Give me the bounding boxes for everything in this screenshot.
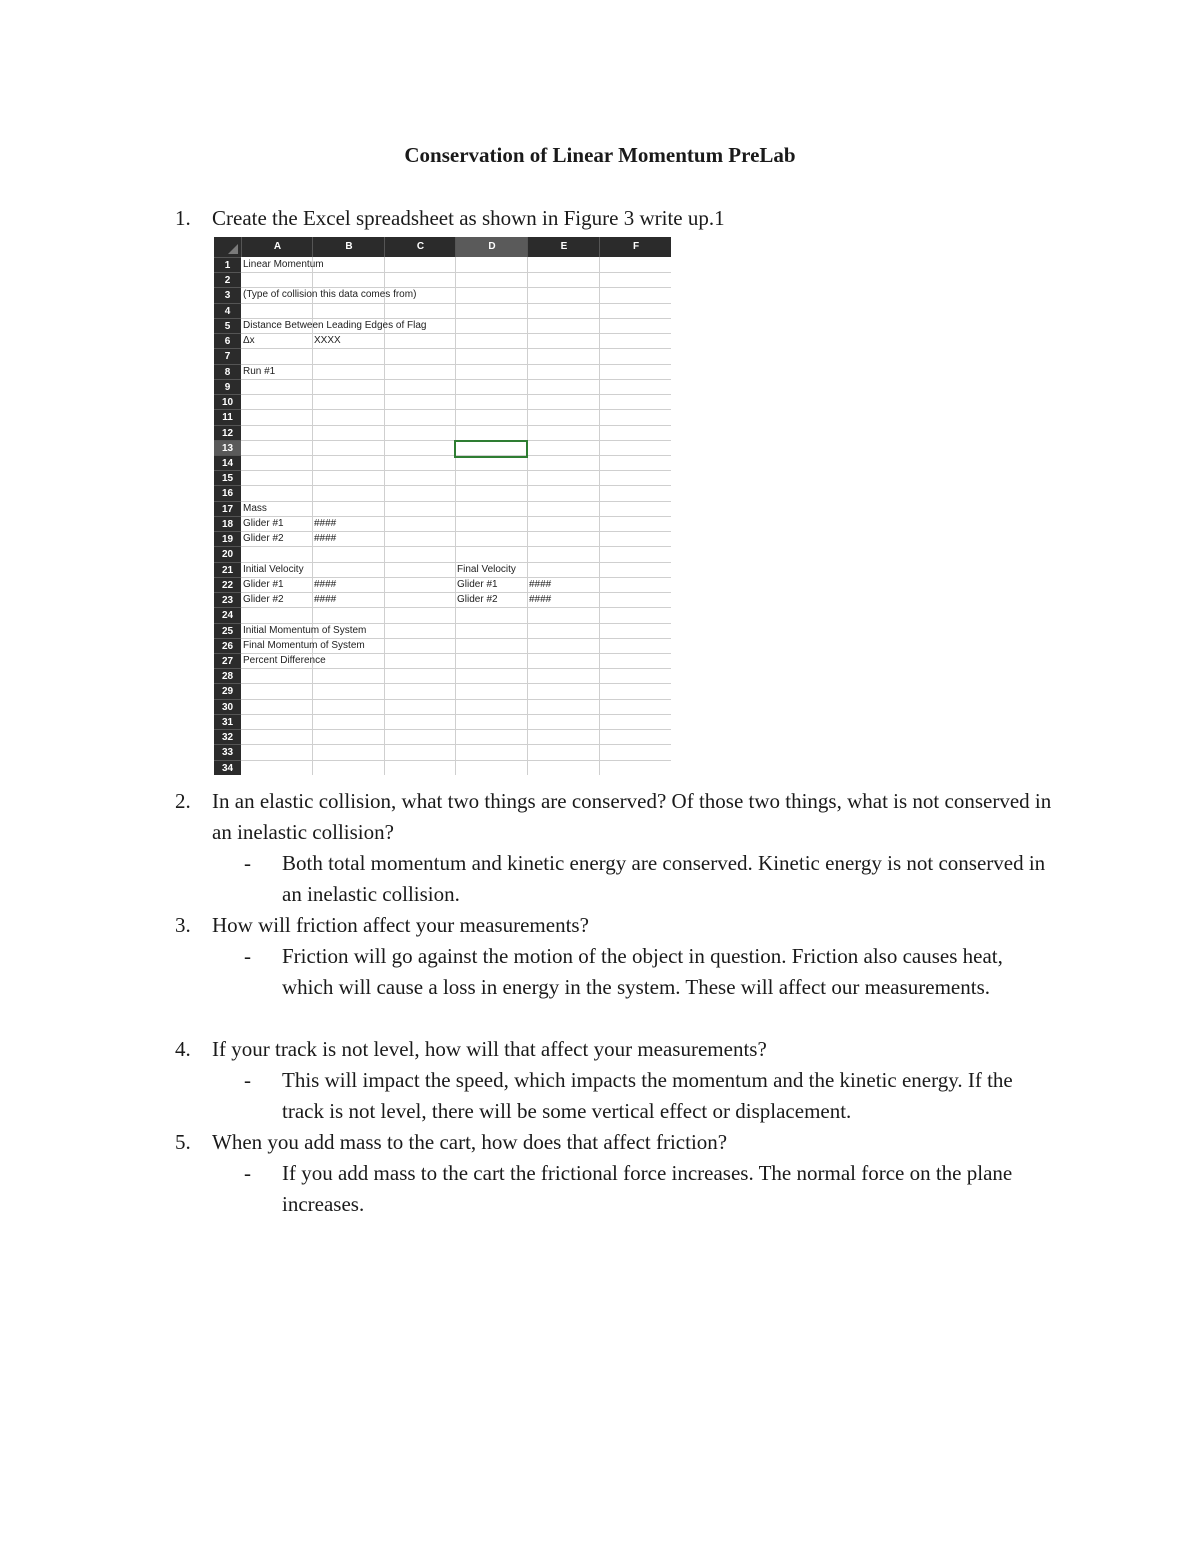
row-header-5: 5	[214, 318, 241, 333]
row-header-1: 1	[214, 257, 241, 272]
grid-row-line	[241, 683, 671, 684]
grid-row-line	[241, 501, 671, 502]
row-header-13: 13	[214, 440, 241, 455]
answer-dash: -	[244, 851, 251, 875]
grid-row-line	[241, 348, 671, 349]
question-3	[175, 910, 1055, 941]
row-header-4: 4	[214, 303, 241, 318]
row-header-17: 17	[214, 501, 241, 516]
row-header-21: 21	[214, 562, 241, 577]
grid-row-line	[241, 744, 671, 745]
cell-a18: Glider #1	[243, 517, 284, 529]
row-header-23: 23	[214, 592, 241, 607]
grid-row-line	[241, 470, 671, 471]
question-text: Create the Excel spreadsheet as shown in Figure 3 write up.1	[212, 206, 725, 230]
question-number: 3.	[175, 913, 191, 937]
question-1	[175, 203, 1055, 234]
cell-a21: Initial Velocity	[243, 563, 304, 575]
cell-d23: Glider #2	[457, 594, 498, 606]
question-text: When you add mass to the cart, how does that affect friction?	[212, 1130, 728, 1154]
row-header-34: 34	[214, 760, 241, 775]
cell-a22: Glider #1	[243, 578, 284, 590]
answer-text: Both total momentum and kinetic energy are conserved. Kinetic energy is not conserved in an inelastic collision.	[282, 851, 1046, 906]
cell-a3: (Type of collision this data comes from)	[243, 289, 417, 301]
row-header-14: 14	[214, 455, 241, 470]
question-5	[175, 1127, 1055, 1158]
row-header-12: 12	[214, 425, 241, 440]
row-header-3: 3	[214, 287, 241, 302]
row-header-33: 33	[214, 744, 241, 759]
answer-4	[244, 1065, 1054, 1127]
row-header-16: 16	[214, 485, 241, 500]
grid-row-line	[241, 577, 671, 578]
answer-dash: -	[244, 944, 251, 968]
cell-a27: Percent Difference	[243, 654, 326, 666]
row-header-30: 30	[214, 699, 241, 714]
row-header-24: 24	[214, 607, 241, 622]
answer-text: If you add mass to the cart the frictional force increases. The normal force on the plane increases.	[282, 1161, 1013, 1216]
grid-row-line	[241, 409, 671, 410]
cell-a1: Linear Momentum	[243, 259, 324, 270]
cell-e23: ####	[529, 594, 552, 606]
selected-cell-outline	[454, 440, 528, 458]
row-header-6: 6	[214, 333, 241, 348]
column-header-a: A	[241, 237, 313, 257]
grid-row-line	[241, 333, 671, 334]
answer-text: This will impact the speed, which impacts the momentum and the kinetic energy. If the track is not level, there will be some vertical effect or displacement.	[282, 1068, 1013, 1123]
cell-d22: Glider #1	[457, 578, 498, 590]
cell-a17: Mass	[243, 502, 267, 514]
answer-3	[244, 941, 1054, 1003]
row-header-9: 9	[214, 379, 241, 394]
question-number: 4.	[175, 1037, 191, 1061]
select-all-corner	[214, 237, 241, 257]
row-header-28: 28	[214, 668, 241, 683]
row-header-29: 29	[214, 683, 241, 698]
cell-a19: Glider #2	[243, 533, 284, 545]
cell-b18: ####	[314, 517, 337, 529]
row-header-7: 7	[214, 348, 241, 363]
question-text: How will friction affect your measurements?	[212, 913, 589, 937]
column-header-f: F	[599, 237, 671, 257]
grid-row-line	[241, 394, 671, 395]
grid-row-line	[241, 729, 671, 730]
row-header-2: 2	[214, 272, 241, 287]
cell-a8: Run #1	[243, 365, 276, 377]
row-header-32: 32	[214, 729, 241, 744]
spreadsheet-figure	[214, 237, 671, 775]
column-header-e: E	[527, 237, 600, 257]
cell-d21: Final Velocity	[457, 563, 516, 575]
grid-row-line	[241, 425, 671, 426]
cell-a6: Δx	[243, 335, 255, 347]
cell-a5: Distance Between Leading Edges of Flag	[243, 319, 427, 331]
grid-row-line	[241, 516, 671, 517]
cell-a25: Initial Momentum of System	[243, 624, 367, 636]
row-header-18: 18	[214, 516, 241, 531]
grid-row-line	[241, 546, 671, 547]
grid-row-line	[241, 364, 671, 365]
grid-row-line	[241, 760, 671, 761]
question-number: 1.	[175, 206, 191, 230]
grid-row-line	[241, 272, 671, 273]
row-header-31: 31	[214, 714, 241, 729]
row-header-10: 10	[214, 394, 241, 409]
grid-row-line	[241, 592, 671, 593]
column-header-d: D	[455, 237, 528, 257]
cell-b6: XXXX	[314, 335, 341, 347]
row-header-27: 27	[214, 653, 241, 668]
question-number: 5.	[175, 1130, 191, 1154]
grid-row-line	[241, 699, 671, 700]
answer-5	[244, 1158, 1054, 1220]
cell-b22: ####	[314, 578, 337, 590]
cell-a26: Final Momentum of System	[243, 639, 365, 651]
row-header-22: 22	[214, 577, 241, 592]
row-header-19: 19	[214, 531, 241, 546]
grid-row-line	[241, 607, 671, 608]
question-number: 2.	[175, 789, 191, 813]
row-header-8: 8	[214, 364, 241, 379]
row-header-20: 20	[214, 546, 241, 561]
answer-text: Friction will go against the motion of the object in question. Friction also causes heat, which will cause a loss in energy in the system. These will affect our measurements.	[282, 944, 1003, 999]
question-4	[175, 1034, 1055, 1065]
cell-a23: Glider #2	[243, 594, 284, 606]
grid-row-line	[241, 379, 671, 380]
grid-row-line	[241, 562, 671, 563]
cell-b19: ####	[314, 533, 337, 545]
grid-row-line	[241, 714, 671, 715]
question-2	[175, 786, 1055, 848]
grid-row-line	[241, 485, 671, 486]
grid-row-line	[241, 531, 671, 532]
cell-e22: ####	[529, 578, 552, 590]
row-header-15: 15	[214, 470, 241, 485]
answer-2	[244, 848, 1054, 910]
row-header-11: 11	[214, 409, 241, 424]
row-header-26: 26	[214, 638, 241, 653]
answer-dash: -	[244, 1068, 251, 1092]
cell-b23: ####	[314, 594, 337, 606]
answer-dash: -	[244, 1161, 251, 1185]
grid-row-line	[241, 668, 671, 669]
row-header-25: 25	[214, 623, 241, 638]
page-title: Conservation of Linear Momentum PreLab	[404, 143, 796, 167]
question-text: In an elastic collision, what two things are conserved? Of those two things, what is not conserved in an inelastic collision?	[212, 789, 1052, 844]
column-header-c: C	[384, 237, 456, 257]
column-header-b: B	[312, 237, 385, 257]
grid-row-line	[241, 303, 671, 304]
question-text: If your track is not level, how will that affect your measurements?	[212, 1037, 767, 1061]
